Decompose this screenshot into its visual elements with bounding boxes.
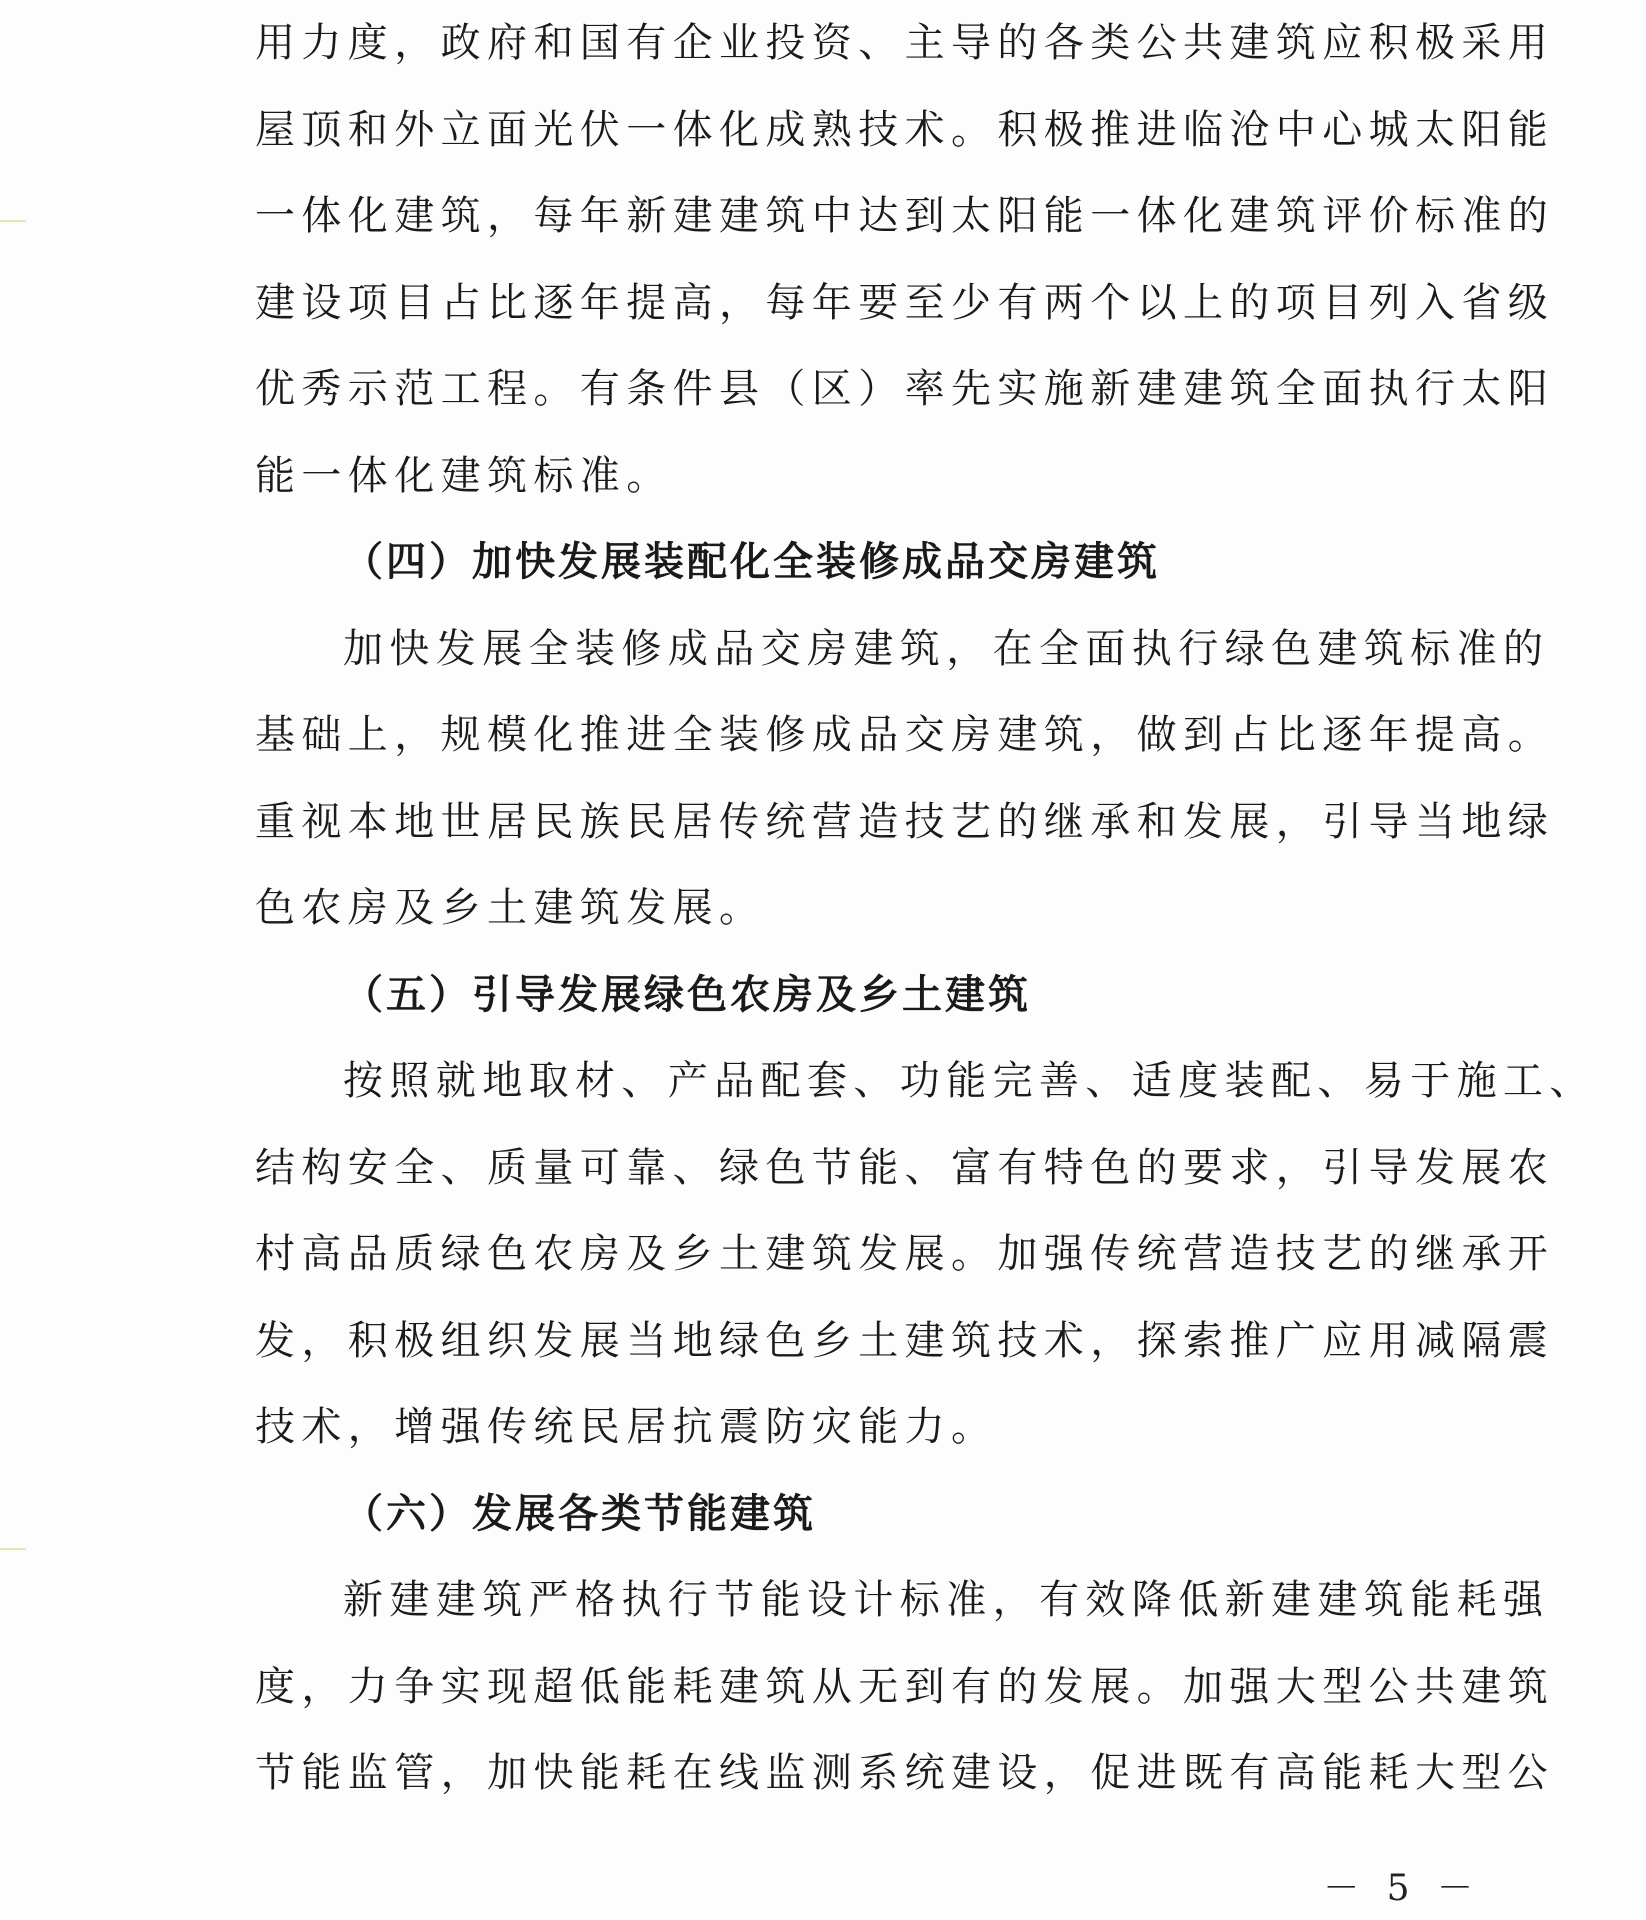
section-heading: （六）发展各类节能建筑 — [343, 1490, 816, 1537]
body-line: 节能监管，加快能耗在线监测系统建设，促进既有高能耗大型公 — [255, 1750, 1555, 1796]
body-line: 一体化建筑，每年新建建筑中达到太阳能一体化建筑评价标准的 — [255, 193, 1555, 239]
body-line: 基础上，规模化推进全装修成品交房建筑，做到占比逐年提高。 — [255, 712, 1555, 758]
body-line: 能一体化建筑标准。 — [255, 452, 673, 499]
body-line: 屋顶和外立面光伏一体化成熟技术。积极推进临沧中心城太阳能 — [255, 106, 1555, 153]
body-line: 技术，增强传统民居抗震防灾能力。 — [255, 1404, 998, 1450]
body-line: 村高品质绿色农房及乡土建筑发展。加强传统营造技艺的继承开 — [255, 1231, 1555, 1277]
page-number: － 5 － — [1323, 1868, 1481, 1909]
body-line: 优秀示范工程。有条件县（区）率先实施新建建筑全面执行太阳 — [255, 366, 1555, 412]
body-line: 建设项目占比逐年提高，每年要至少有两个以上的项目列入省级 — [255, 279, 1555, 326]
body-line: 度，力争实现超低能耗建筑从无到有的发展。加强大型公共建筑 — [255, 1663, 1555, 1710]
body-line: 新建建筑严格执行节能设计标准，有效降低新建建筑能耗强 — [343, 1577, 1550, 1623]
scan-mark — [0, 220, 26, 222]
section-heading: （四）加快发展装配化全装修成品交房建筑 — [343, 539, 1160, 585]
body-line: 发，积极组织发展当地绿色乡土建筑技术，探索推广应用减隔震 — [255, 1317, 1555, 1364]
section-heading: （五）引导发展绿色农房及乡土建筑 — [343, 971, 1031, 1018]
body-line: 按照就地取材、产品配套、功能完善、适度装配、易于施工、 — [343, 1058, 1596, 1104]
body-line: 色农房及乡土建筑发展。 — [255, 885, 766, 931]
document-body — [255, 0, 1596, 1817]
body-line: 加快发展全装修成品交房建筑，在全面执行绿色建筑标准的 — [343, 625, 1550, 672]
body-line: 用力度，政府和国有企业投资、主导的各类公共建筑应积极采用 — [255, 20, 1555, 66]
scan-mark — [0, 1548, 26, 1550]
body-line: 结构安全、质量可靠、绿色节能、富有特色的要求，引导发展农 — [255, 1144, 1555, 1191]
body-line: 重视本地世居民族民居传统营造技艺的继承和发展，引导当地绿 — [255, 798, 1555, 845]
